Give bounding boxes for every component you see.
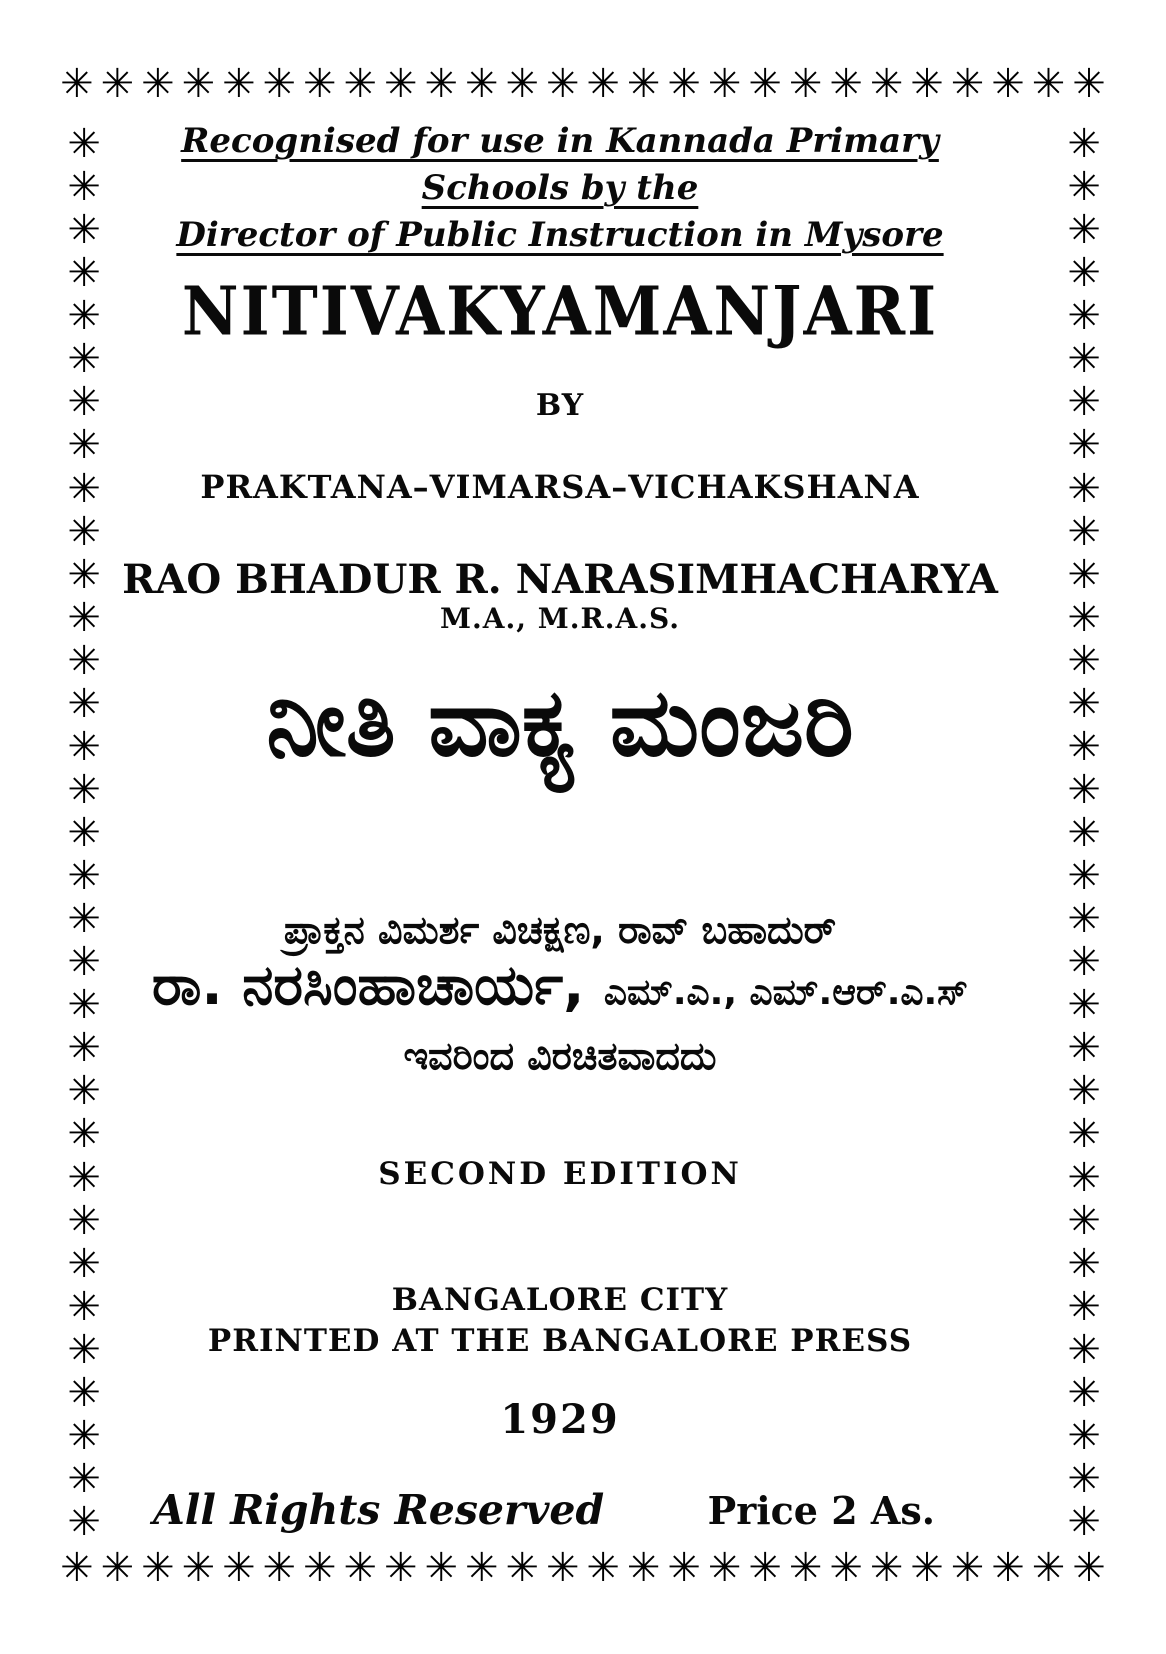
star-icon: ✳ — [221, 1545, 256, 1591]
edition-label: SECOND EDITION — [378, 1156, 742, 1192]
star-icon: ✳ — [1067, 723, 1101, 770]
star-icon: ✳ — [748, 61, 782, 107]
star-icon: ✳ — [67, 594, 101, 641]
star-icon: ✳ — [1067, 853, 1101, 900]
star-icon: ✳ — [1067, 896, 1101, 943]
star-icon: ✳ — [1067, 594, 1101, 641]
rights-price-row — [115, 1486, 1005, 1534]
star-icon: ✳ — [950, 61, 985, 107]
star-icon: ✳ — [869, 61, 904, 107]
star-icon: ✳ — [424, 61, 458, 107]
book-title-kannada: ನೀತಿ ವಾಕ್ಯ ಮಂಜರಿ — [266, 669, 854, 778]
star-icon: ✳ — [626, 61, 661, 107]
star-icon: ✳ — [1067, 207, 1101, 254]
star-icon: ✳ — [67, 293, 101, 340]
star-icon: ✳ — [1067, 379, 1101, 426]
star-icon: ✳ — [67, 1025, 101, 1072]
author-epithet: PRAKTANA–VIMARSA–VICHAKSHANA — [200, 468, 920, 506]
star-icon: ✳ — [67, 336, 101, 383]
star-icon: ✳ — [1067, 680, 1101, 727]
star-icon: ✳ — [829, 61, 863, 107]
star-icon: ✳ — [1067, 336, 1101, 383]
star-icon: ✳ — [67, 1068, 101, 1115]
star-icon: ✳ — [67, 637, 101, 684]
star-icon: ✳ — [1067, 1369, 1101, 1416]
author-name: RAO BHADUR R. NARASIMHACHARYA — [122, 556, 998, 603]
star-icon: ✳ — [67, 766, 101, 813]
recognition-line-2: Director of Public Instruction in Mysore — [176, 215, 944, 255]
star-icon: ✳ — [586, 61, 620, 107]
star-icon: ✳ — [1067, 939, 1101, 986]
star-icon: ✳ — [67, 1412, 101, 1459]
star-icon: ✳ — [626, 1545, 661, 1591]
star-icon: ✳ — [67, 379, 101, 426]
star-icon: ✳ — [181, 61, 215, 107]
star-icon: ✳ — [505, 1545, 539, 1591]
star-icon: ✳ — [67, 1240, 101, 1287]
price-label: Price 2 As. — [707, 1488, 935, 1533]
author-name-kannada — [115, 950, 1005, 1029]
star-icon: ✳ — [67, 1111, 101, 1158]
star-icon: ✳ — [788, 1545, 823, 1591]
star-icon: ✳ — [100, 1545, 134, 1591]
star-icon: ✳ — [67, 1369, 101, 1416]
star-icon: ✳ — [1067, 465, 1101, 512]
star-icon: ✳ — [67, 896, 101, 943]
star-icon: ✳ — [545, 1545, 580, 1591]
star-icon: ✳ — [67, 250, 101, 297]
title-page-content — [115, 0, 1005, 1654]
star-icon: ✳ — [67, 121, 101, 167]
star-icon: ✳ — [60, 61, 94, 107]
star-icon: ✳ — [1067, 121, 1101, 167]
star-icon: ✳ — [67, 853, 101, 900]
star-icon: ✳ — [262, 1545, 296, 1591]
star-icon: ✳ — [667, 61, 701, 107]
star-icon: ✳ — [505, 61, 539, 107]
star-icon: ✳ — [67, 982, 101, 1029]
star-icon: ✳ — [1067, 1240, 1101, 1287]
rights-notice: All Rights Reserved — [153, 1486, 605, 1534]
star-icon: ✳ — [1067, 1025, 1101, 1072]
star-icon: ✳ — [1067, 1455, 1101, 1502]
star-icon: ✳ — [67, 810, 101, 856]
star-icon: ✳ — [67, 1283, 101, 1330]
star-icon: ✳ — [140, 1545, 175, 1591]
imprint-press: PRINTED AT THE BANGALORE PRESS — [207, 1323, 913, 1359]
star-icon: ✳ — [1067, 250, 1101, 297]
star-icon: ✳ — [1067, 1412, 1101, 1459]
star-icon: ✳ — [1067, 1283, 1101, 1330]
star-icon: ✳ — [950, 1545, 985, 1591]
star-icon: ✳ — [67, 939, 101, 986]
star-icon: ✳ — [67, 551, 101, 598]
star-icon: ✳ — [464, 1545, 499, 1591]
star-icon: ✳ — [424, 1545, 458, 1591]
star-icon: ✳ — [343, 1545, 377, 1591]
recognition-line-1: Recognised for use in Kannada Primary Schools by the — [181, 121, 939, 208]
author-degrees: M.A., M.R.A.S. — [440, 602, 680, 635]
star-icon: ✳ — [67, 680, 101, 727]
star-icon: ✳ — [343, 61, 377, 107]
star-icon: ✳ — [1067, 551, 1101, 598]
author-byline-kannada: ಇವರಿಂದ ವಿರಚಿತವಾದದು — [403, 1034, 717, 1078]
star-icon: ✳ — [1067, 766, 1101, 813]
star-icon: ✳ — [1067, 422, 1101, 469]
star-icon: ✳ — [221, 61, 256, 107]
star-icon: ✳ — [1067, 508, 1101, 555]
star-icon: ✳ — [991, 1545, 1025, 1591]
star-icon: ✳ — [1067, 1326, 1101, 1373]
star-icon: ✳ — [545, 61, 580, 107]
star-icon: ✳ — [67, 207, 101, 254]
star-icon: ✳ — [60, 1545, 94, 1591]
star-icon: ✳ — [1067, 982, 1101, 1029]
star-icon: ✳ — [67, 1154, 101, 1201]
star-icon: ✳ — [1067, 810, 1101, 856]
star-icon: ✳ — [1031, 1545, 1066, 1591]
star-icon: ✳ — [1067, 293, 1101, 340]
star-icon: ✳ — [1067, 1111, 1101, 1158]
star-icon: ✳ — [1072, 61, 1106, 107]
star-icon: ✳ — [140, 61, 175, 107]
star-icon: ✳ — [788, 61, 823, 107]
star-icon: ✳ — [1067, 1499, 1101, 1545]
imprint-block — [115, 1280, 1005, 1362]
star-icon: ✳ — [464, 61, 499, 107]
star-icon: ✳ — [748, 1545, 782, 1591]
author-epithet-kannada: ಪ್ರಾಕ್ತನ ವಿಮರ್ಶ ವಿಚಕ್ಷಣ, ರಾವ್ ಬಹಾದುರ್ — [283, 908, 837, 952]
star-icon: ✳ — [1067, 637, 1101, 684]
star-icon: ✳ — [67, 1326, 101, 1373]
star-icon: ✳ — [67, 723, 101, 770]
star-icon: ✳ — [1072, 1545, 1106, 1591]
star-icon: ✳ — [262, 61, 296, 107]
star-icon: ✳ — [67, 1455, 101, 1502]
star-icon: ✳ — [181, 1545, 215, 1591]
star-icon: ✳ — [1067, 1197, 1101, 1244]
star-icon: ✳ — [1067, 1154, 1101, 1201]
star-icon: ✳ — [67, 164, 101, 211]
star-icon: ✳ — [910, 1545, 944, 1591]
star-icon: ✳ — [1067, 164, 1101, 211]
publication-year: 1929 — [500, 1396, 620, 1443]
star-icon: ✳ — [67, 508, 101, 555]
star-icon: ✳ — [667, 1545, 701, 1591]
star-icon: ✳ — [707, 61, 742, 107]
book-title-english: NITIVAKYAMANJARI — [181, 272, 939, 351]
star-icon: ✳ — [100, 61, 134, 107]
star-icon: ✳ — [586, 1545, 620, 1591]
star-icon: ✳ — [869, 1545, 904, 1591]
star-icon: ✳ — [1067, 1068, 1101, 1115]
star-icon: ✳ — [67, 422, 101, 469]
star-icon: ✳ — [991, 61, 1025, 107]
star-icon: ✳ — [383, 61, 418, 107]
author-name-kannada-text: ರಾ. ನರಸಿಂಹಾಚಾರ್ಯ, — [152, 953, 585, 1018]
star-icon: ✳ — [67, 465, 101, 512]
star-icon: ✳ — [67, 1197, 101, 1244]
star-icon: ✳ — [302, 1545, 337, 1591]
imprint-city: BANGALORE CITY — [391, 1282, 729, 1318]
star-icon: ✳ — [302, 61, 337, 107]
star-border-left — [62, 121, 106, 1545]
star-border-right — [1062, 121, 1106, 1545]
author-degrees-kannada: ಎಮ್.ಎ., ಎಮ್.ಆರ್.ಎ.ಸ್ — [603, 972, 968, 1013]
star-icon: ✳ — [829, 1545, 863, 1591]
star-icon: ✳ — [67, 1499, 101, 1545]
recognition-notice — [115, 118, 1005, 259]
star-icon: ✳ — [707, 1545, 742, 1591]
star-icon: ✳ — [910, 61, 944, 107]
star-icon: ✳ — [1031, 61, 1066, 107]
star-icon: ✳ — [383, 1545, 418, 1591]
by-label: BY — [535, 388, 585, 423]
